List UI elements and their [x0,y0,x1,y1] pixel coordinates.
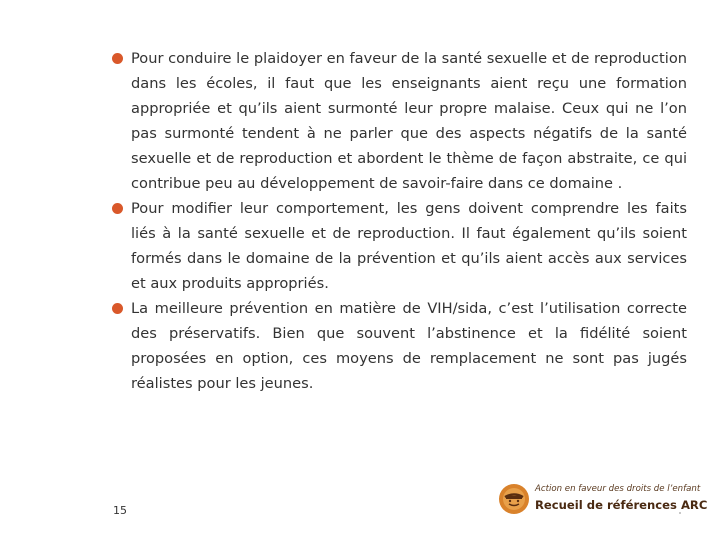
logo-title: Recueil de références ARC [535,498,708,512]
logo-tagline: Action en faveur des droits de l’enfant [535,484,701,494]
decorative-dot [679,512,681,514]
arc-logo [498,479,708,519]
page-number: 15 [113,504,127,517]
bullet-dot-icon [112,203,123,214]
bullet-item [112,46,687,196]
bullet-item [112,296,687,396]
bullet-dot-icon [112,303,123,314]
bullet-text: La meilleure prévention en matière de VIH/sida, c’est l’utilisation correcte des préservatifs. Bien que souvent l’abstinence et la fidélité soient proposées en option, ces moyens de remplacement ne sont pas jugés réalistes pour les jeunes. [131,300,687,392]
bullet-dot-icon [112,53,123,64]
bullet-text: Pour conduire le plaidoyer en faveur de la santé sexuelle et de reproduction dans les écoles, il faut que les enseignants aient reçu une formation appropriée et qu’ils aient surmonté leur propre malaise. Ceux qui ne l’on pas surmonté tendent à ne parler que des aspects négatifs de la santé sexuelle et de reproduction et abordent le thème de façon abstraite, ce qui contribue peu au développement de savoir-faire dans ce domaine . [131,50,687,192]
bullet-item [112,196,687,296]
arc-emblem-icon [498,483,530,515]
bullet-list [112,46,687,396]
bullet-text: Pour modifier leur comportement, les gens doivent comprendre les faits liés à la santé sexuelle et de reproduction. Il faut également qu’ils soient formés dans le domaine de la prévention et qu’ils aient accès aux services et aux produits appropriés. [131,200,687,292]
